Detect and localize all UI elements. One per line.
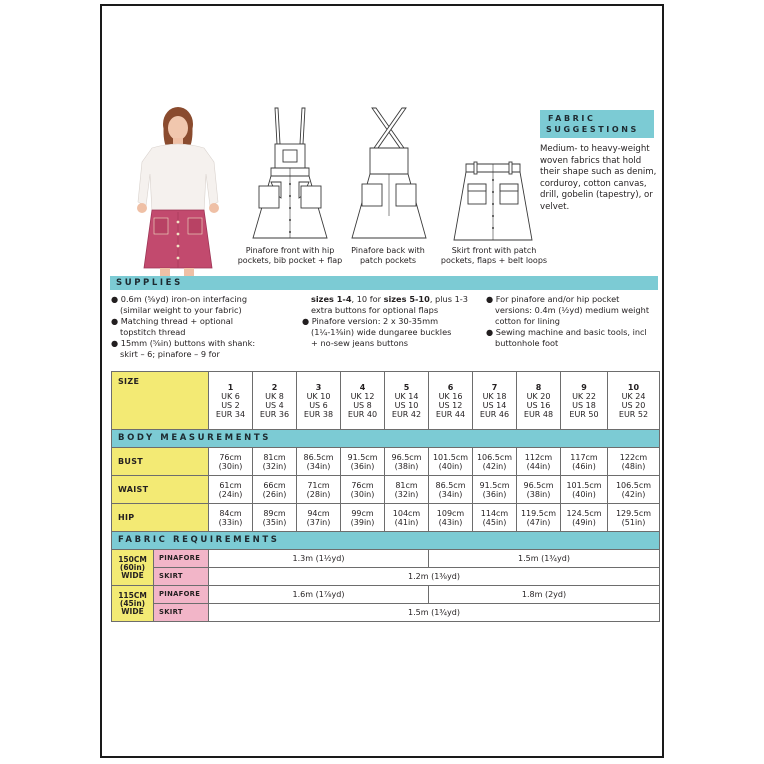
fabric-requirements-heading-row: [112, 532, 660, 550]
fabric-amount: 1.5m (1¾yd): [209, 604, 660, 622]
measure-cell: 112cm (44in): [517, 448, 561, 476]
size-row: [112, 372, 660, 430]
supplies-column-2: sizes 1-4, 10 for sizes 5-10, plus 1-3 extra buttons for optional flaps ● Pinafore version: 2 x 30-35mm (1¼-1⅜in) wide dungaree buckles + no-sew jeans buttons: [302, 294, 468, 348]
pinafore-label: PINAFORE: [154, 550, 209, 568]
fabric-amount: 1.2m (1⅜yd): [209, 568, 660, 586]
body-measurements-heading: BODY MEASUREMENTS: [112, 430, 660, 448]
fabric-150-skirt-row: [112, 568, 660, 586]
size-cell: 3 UK 10 US 6 EUR 38: [297, 372, 341, 430]
measure-cell: 86.5cm (34in): [429, 476, 473, 504]
pinafore-label: PINAFORE: [154, 586, 209, 604]
bust-label: BUST: [112, 448, 209, 476]
measure-cell: 91.5cm (36in): [341, 448, 385, 476]
size-cell: 7 UK 18 US 14 EUR 46: [473, 372, 517, 430]
size-cell: 6 UK 16 US 12 EUR 44: [429, 372, 473, 430]
measure-cell: 81cm (32in): [253, 448, 297, 476]
size-cell: 9 UK 22 US 18 EUR 50: [561, 372, 608, 430]
measure-cell: 76cm (30in): [209, 448, 253, 476]
pattern-info-page: [100, 4, 664, 758]
measure-cell: 84cm (33in): [209, 504, 253, 532]
supplies-column-1: ● 0.6m (⅝yd) iron-on interfacing (similar weight to your fabric) ● Matching thread + optional topstitch thread ● 15mm (⅝in) buttons with shank: skirt – 6; pinafore – 9 for: [111, 294, 256, 359]
measure-cell: 66cm (26in): [253, 476, 297, 504]
measure-cell: 101.5cm (40in): [429, 448, 473, 476]
waist-row: [112, 476, 660, 504]
fabric-amount: 1.5m (1¾yd): [429, 550, 660, 568]
skirt-front-illustration: [450, 160, 536, 244]
hip-row: [112, 504, 660, 532]
body-measurements-heading-row: [112, 430, 660, 448]
measure-cell: 61cm (24in): [209, 476, 253, 504]
measure-cell: 81cm (32in): [385, 476, 429, 504]
size-cell: 10 UK 24 US 20 EUR 52: [608, 372, 660, 430]
size-cell: 8 UK 20 US 16 EUR 48: [517, 372, 561, 430]
measure-cell: 109cm (43in): [429, 504, 473, 532]
size-cell: 2 UK 8 US 4 EUR 36: [253, 372, 297, 430]
pinafore-back-caption: Pinafore back with patch pockets: [351, 246, 425, 265]
fabric-amount: 1.6m (1⅞yd): [209, 586, 429, 604]
size-chart-table: [111, 371, 660, 622]
fabric-115-skirt-row: [112, 604, 660, 622]
measure-cell: 89cm (35in): [253, 504, 297, 532]
measure-cell: 122cm (48in): [608, 448, 660, 476]
measure-cell: 94cm (37in): [297, 504, 341, 532]
size-cell: 5 UK 14 US 10 EUR 42: [385, 372, 429, 430]
fabric-suggestions-heading: FABRIC SUGGESTIONS: [540, 110, 654, 138]
measure-cell: 86.5cm (34in): [297, 448, 341, 476]
measure-cell: 124.5cm (49in): [561, 504, 608, 532]
skirt-label: SKIRT: [154, 604, 209, 622]
measure-cell: 129.5cm (51in): [608, 504, 660, 532]
size-label: SIZE: [112, 372, 209, 430]
skirt-label: SKIRT: [154, 568, 209, 586]
supplies-column-3: ● For pinafore and/or hip pocket versions: 0.4m (½yd) medium weight cotton for lining ● Sewing machine and basic tools, incl buttonhole foot: [486, 294, 650, 348]
pinafore-front-illustration: [247, 106, 333, 242]
measure-cell: 101.5cm (40in): [561, 476, 608, 504]
pinafore-front-caption: Pinafore front with hip pockets, bib pocket + flap: [237, 246, 343, 265]
measure-cell: 91.5cm (36in): [473, 476, 517, 504]
bust-row: [112, 448, 660, 476]
fabric-115-pinafore-row: [112, 586, 660, 604]
measure-cell: 99cm (39in): [341, 504, 385, 532]
size-cell: 1 UK 6 US 2 EUR 34: [209, 372, 253, 430]
measure-cell: 106.5cm (42in): [608, 476, 660, 504]
fabric-amount: 1.3m (1½yd): [209, 550, 429, 568]
skirt-front-caption: Skirt front with patch pockets, flaps + belt loops: [440, 246, 548, 265]
measure-cell: 119.5cm (47in): [517, 504, 561, 532]
width-115-label: 115CM (45in) WIDE: [112, 586, 154, 622]
fabric-suggestions-text: Medium- to heavy-weight woven fabrics that hold their shape such as denim, corduroy, cotton canvas, drill, gobelin (tapestry), or velvet.: [540, 144, 657, 212]
measure-cell: 114cm (45in): [473, 504, 517, 532]
fabric-amount: 1.8m (2yd): [429, 586, 660, 604]
size-cell: 4 UK 12 US 8 EUR 40: [341, 372, 385, 430]
model-photo: [122, 102, 232, 278]
pinafore-back-illustration: [346, 106, 432, 242]
measure-cell: 106.5cm (42in): [473, 448, 517, 476]
measure-cell: 71cm (28in): [297, 476, 341, 504]
measure-cell: 96.5cm (38in): [517, 476, 561, 504]
measure-cell: 96.5cm (38in): [385, 448, 429, 476]
hip-label: HIP: [112, 504, 209, 532]
measure-cell: 104cm (41in): [385, 504, 429, 532]
width-150-label: 150CM (60in) WIDE: [112, 550, 154, 586]
waist-label: WAIST: [112, 476, 209, 504]
fabric-requirements-heading: FABRIC REQUIREMENTS: [112, 532, 660, 550]
fabric-150-pinafore-row: [112, 550, 660, 568]
measure-cell: 117cm (46in): [561, 448, 608, 476]
measure-cell: 76cm (30in): [341, 476, 385, 504]
supplies-heading: SUPPLIES: [110, 276, 658, 290]
